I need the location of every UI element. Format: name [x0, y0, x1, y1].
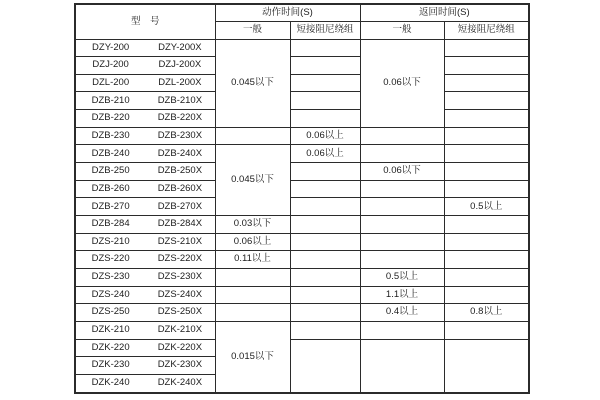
- model-cell: [75, 304, 215, 322]
- model-cell: [75, 180, 215, 198]
- return-damping-cell: [444, 74, 529, 92]
- return-general-cell: [360, 233, 444, 251]
- model-cell: [75, 163, 215, 181]
- model-cell: [75, 57, 215, 75]
- action-damping-cell: [290, 110, 360, 128]
- return-damping-cell: [444, 145, 529, 163]
- table-row: [75, 39, 529, 57]
- return-damping-cell: [444, 216, 529, 234]
- header-model: 型 号: [75, 4, 215, 39]
- action-general-cell: 0.11以上: [215, 251, 290, 269]
- action-damping-cell: [290, 39, 360, 57]
- model-cell: [75, 74, 215, 92]
- return-damping-cell: 0.5以上: [444, 198, 529, 216]
- action-damping-cell: [290, 216, 360, 234]
- model-name-x: DZB-284X: [157, 218, 203, 230]
- model-name-x: DZL-200X: [158, 76, 202, 88]
- model-name-x: DZS-250X: [157, 306, 203, 318]
- return-damping-cell: [444, 39, 529, 57]
- return-damping-cell: [444, 339, 529, 393]
- model-name: DZK-230: [91, 359, 130, 371]
- header-action-time: 动作时间(S): [215, 4, 360, 21]
- model-cell: [75, 374, 215, 393]
- action-general-cell: 0.045以下: [215, 145, 290, 216]
- model-name: DZS-230: [91, 271, 130, 283]
- return-damping-cell: [444, 180, 529, 198]
- model-name-x: DZS-230X: [157, 271, 203, 283]
- model-name: DZB-210: [91, 94, 130, 106]
- return-damping-cell: [444, 269, 529, 287]
- model-name-x: DZK-210X: [157, 324, 203, 336]
- model-name-x: DZB-270X: [157, 200, 203, 212]
- return-damping-cell: [444, 322, 529, 340]
- model-name-x: DZB-230X: [157, 129, 203, 141]
- model-cell: [75, 269, 215, 287]
- return-general-cell: [360, 145, 444, 163]
- model-name: DZK-220: [91, 341, 130, 353]
- model-name: DZB-220: [91, 112, 130, 124]
- header-return-general: 一般: [360, 21, 444, 39]
- return-general-cell: 0.5以上: [360, 269, 444, 287]
- table-row: [75, 180, 529, 198]
- model-cell: [75, 145, 215, 163]
- model-cell: [75, 39, 215, 57]
- return-damping-cell: [444, 286, 529, 304]
- table-row: [75, 74, 529, 92]
- model-name-x: DZB-250X: [157, 165, 203, 177]
- model-cell: [75, 198, 215, 216]
- model-name: DZB-240: [91, 147, 130, 159]
- model-cell: [75, 322, 215, 340]
- table-row: [75, 92, 529, 110]
- action-damping-cell: [290, 180, 360, 198]
- model-name: DZS-250: [91, 306, 130, 318]
- model-name-x: DZB-260X: [157, 182, 203, 194]
- model-name: DZY-200: [92, 41, 130, 53]
- model-name-x: DZK-220X: [157, 341, 203, 353]
- model-cell: [75, 233, 215, 251]
- model-name: DZS-240: [91, 288, 130, 300]
- model-name-x: DZB-210X: [157, 94, 203, 106]
- table-row: [75, 163, 529, 181]
- header-return-time: 返回时间(S): [360, 4, 529, 21]
- return-damping-cell: [444, 57, 529, 75]
- model-name: DZB-260: [91, 182, 130, 194]
- model-name: DZK-210: [91, 324, 130, 336]
- return-damping-cell: 0.8以上: [444, 304, 529, 322]
- model-name-x: DZY-200X: [158, 41, 202, 53]
- action-general-cell: 0.015以下: [215, 322, 290, 394]
- model-name-x: DZS-240X: [157, 288, 203, 300]
- model-name: DZB-284: [91, 218, 130, 230]
- return-general-cell: 0.4以上: [360, 304, 444, 322]
- return-general-cell: [360, 198, 444, 216]
- return-general-cell: 1.1以上: [360, 286, 444, 304]
- table-row: [75, 110, 529, 128]
- action-damping-cell: [290, 57, 360, 75]
- return-damping-cell: [444, 92, 529, 110]
- action-general-cell: [215, 269, 290, 287]
- table-row: [75, 145, 529, 163]
- model-name-x: DZS-210X: [157, 235, 203, 247]
- action-general-cell: 0.03以下: [215, 216, 290, 234]
- action-damping-cell: [290, 233, 360, 251]
- return-damping-cell: [444, 251, 529, 269]
- action-damping-cell: [290, 339, 360, 393]
- spec-table: [74, 3, 530, 394]
- table-row: [75, 339, 529, 357]
- table-row: [75, 127, 529, 145]
- action-general-cell: 0.045以下: [215, 39, 290, 127]
- return-damping-cell: [444, 163, 529, 181]
- action-damping-cell: [290, 322, 360, 340]
- model-name-x: DZS-220X: [157, 253, 203, 265]
- table-row: [75, 304, 529, 322]
- model-cell: [75, 251, 215, 269]
- table-row: [75, 322, 529, 340]
- action-general-cell: [215, 286, 290, 304]
- model-name: DZL-200: [92, 76, 130, 88]
- table-row: [75, 269, 529, 287]
- action-damping-cell: [290, 92, 360, 110]
- header-action-general: 一般: [215, 21, 290, 39]
- model-cell: [75, 92, 215, 110]
- return-general-cell: 0.06以下: [360, 163, 444, 181]
- return-general-cell: [360, 216, 444, 234]
- header-return-damping: 短接阻尼绕组: [444, 21, 529, 39]
- model-name: DZS-220: [91, 253, 130, 265]
- model-name: DZB-270: [91, 200, 130, 212]
- return-general-cell: [360, 180, 444, 198]
- model-name: DZS-210: [91, 235, 130, 247]
- return-damping-cell: [444, 233, 529, 251]
- return-damping-cell: [444, 110, 529, 128]
- model-name-x: DZB-240X: [157, 147, 203, 159]
- action-damping-cell: [290, 74, 360, 92]
- model-name-x: DZB-220X: [157, 112, 203, 124]
- return-general-cell: [360, 322, 444, 340]
- model-cell: [75, 339, 215, 357]
- model-name-x: DZJ-200X: [158, 59, 202, 71]
- action-damping-cell: [290, 286, 360, 304]
- model-name: DZJ-200: [92, 59, 129, 71]
- model-name-x: DZK-240X: [157, 377, 203, 389]
- model-cell: [75, 357, 215, 375]
- table-row: [75, 57, 529, 75]
- table-row: [75, 198, 529, 216]
- action-general-cell: [215, 304, 290, 322]
- model-cell: [75, 127, 215, 145]
- model-cell: [75, 110, 215, 128]
- action-general-cell: 0.06以上: [215, 233, 290, 251]
- action-damping-cell: [290, 251, 360, 269]
- header-action-damping: 短接阻尼绕组: [290, 21, 360, 39]
- table-row: [75, 233, 529, 251]
- table-row: [75, 251, 529, 269]
- action-damping-cell: [290, 269, 360, 287]
- table-row: [75, 216, 529, 234]
- model-name-x: DZK-230X: [157, 359, 203, 371]
- return-general-cell: [360, 251, 444, 269]
- model-cell: [75, 216, 215, 234]
- table-row: [75, 286, 529, 304]
- model-name: DZB-230: [91, 129, 130, 141]
- model-name: DZB-250: [91, 165, 130, 177]
- return-damping-cell: [444, 127, 529, 145]
- action-damping-cell: [290, 198, 360, 216]
- action-damping-cell: [290, 163, 360, 181]
- return-general-cell: [360, 127, 444, 145]
- action-damping-cell: 0.06以上: [290, 145, 360, 163]
- return-general-cell: [360, 339, 444, 393]
- model-name: DZK-240: [91, 377, 130, 389]
- action-damping-cell: 0.06以上: [290, 127, 360, 145]
- action-damping-cell: [290, 304, 360, 322]
- model-cell: [75, 286, 215, 304]
- return-general-cell: 0.06以下: [360, 39, 444, 127]
- action-general-cell: [215, 127, 290, 145]
